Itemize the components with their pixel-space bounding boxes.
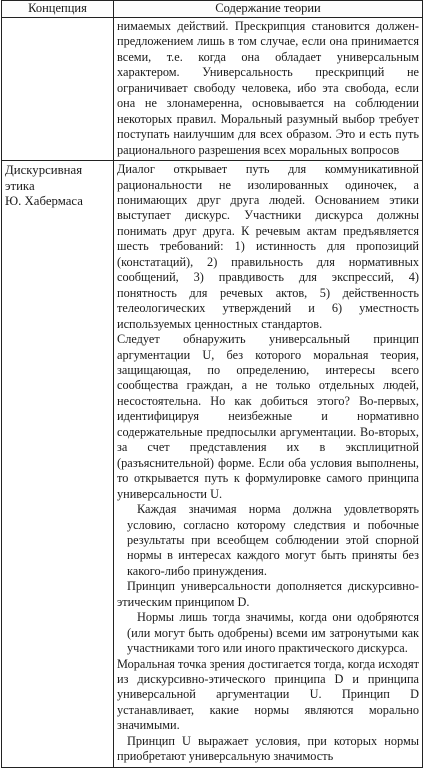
- content-cell-discourse-ethics: [114, 161, 423, 768]
- table-header-row: [2, 1, 423, 18]
- paragraph: Моральная точка зрения достигается тогда, когда исходят из дискурсивно-этического принципа D и принципа универсальной аргументации U. Принцип D устанавливает, какие нормы являются морально значимыми.: [117, 656, 419, 733]
- header-concept: Концепция: [2, 1, 114, 18]
- principle-d-quote: Нормы лишь тогда значимы, когда они одобряются (или могут быть одобрены) всеми им затронутыми как участниками того или иного практического дискурса.: [127, 610, 419, 656]
- concept-cell-empty: [2, 18, 114, 161]
- paragraph: нимаемых действий. Прескрипция становится должен-предложением лишь в том случае, если она принимается всеми, т.е. когда она обладает универсальным характером. Универсальность прескрипций не ограничивает свободу человека, ибо эта свобода, если она не злонамеренна, основывается на соблюдении некоторых правил. Моральный разумный выбор требует поступать наилучшим для всех образом. Это и есть путь рационального разрешения всех моральных вопросов: [117, 19, 419, 157]
- theory-table: [1, 0, 423, 768]
- paragraph: Принцип U выражает условия, при которых нормы приобретают универсальную значимость: [117, 733, 419, 764]
- concept-cell-discourse-ethics: [2, 161, 114, 768]
- concept-name-line: этика: [5, 178, 35, 193]
- paragraph: Следует обнаружить универсальный принцип аргументации U, без которого моральная теория, защищающая, по определению, интересы всего сообщества граждан, а не только отдельных людей, несостоятельна. Но как добиться этого? Во-первых, идентифицируя неизбежные и нормативно содержательные предпосылки аргументации. Во-вторых, за счет представления их в эксплицитной (разъяснительной) форме. Если оба условия выполнены, то открывается путь к формулировке самого принципа универсальности U.: [117, 332, 419, 501]
- content-cell-prescriptivism: [114, 18, 423, 161]
- principle-u-quote: Каждая значимая норма должна удовлетворять условию, согласно которому следствия и побочные результаты при всеобщем соблюдении этой спорной нормы в интересах каждого могут быть приняты без какого-либо принуждения.: [127, 502, 419, 578]
- header-content: Содержание теории: [114, 1, 423, 18]
- paragraph: Принцип универсальности дополняется дискурсивно-этическим принципом D.: [117, 579, 419, 609]
- concept-author: Ю. Хабермаса: [5, 194, 83, 209]
- table-row: [2, 161, 423, 768]
- paragraph: Диалог открывает путь для коммуникативной рациональности не изолированных одиночек, а понимающих друг друга людей. Основанием этики выступает дискурс. Участники дискурса должны понимать друг друга. К речевым актам предъявляется шесть требований: 1) истинность для пропозиций (констатаций), 2) правильность для нормативных сообщений, 3) правдивость для экспрессий, 4) понятность для речевых актов, 5) действенность телеологических утверждений и 6) уместность используемых ценностных стандартов.: [117, 162, 419, 331]
- concept-name-line: Дискурсивная: [5, 163, 83, 178]
- table-row: [2, 18, 423, 161]
